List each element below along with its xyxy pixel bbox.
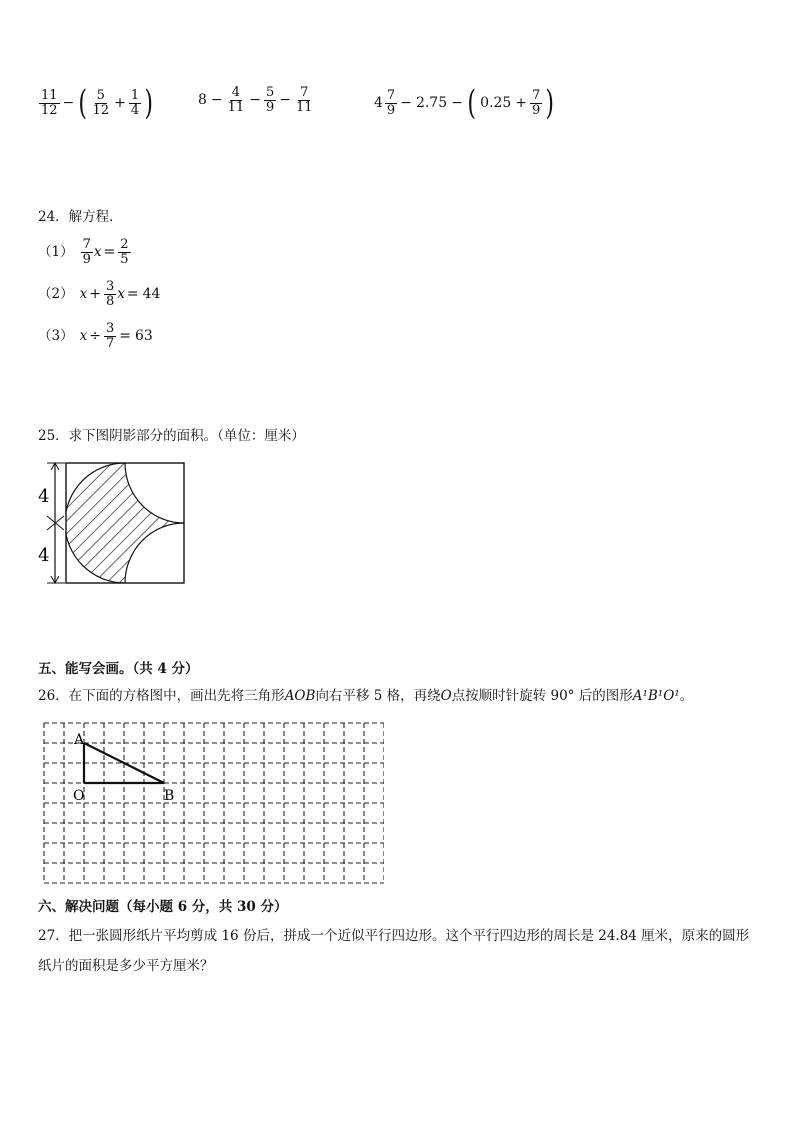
left-paren: ( bbox=[467, 83, 476, 123]
equation-2 bbox=[38, 280, 162, 308]
equation-label: （3） bbox=[38, 328, 74, 345]
shaded-area-figure bbox=[38, 460, 190, 588]
fraction: $\frac{4}{11}$ bbox=[227, 85, 245, 115]
expression-3 bbox=[374, 83, 557, 123]
operator: = bbox=[119, 327, 131, 344]
label-o: O bbox=[73, 788, 85, 804]
question-24-title: 24．解方程． bbox=[38, 209, 123, 225]
variable: x bbox=[79, 328, 88, 345]
label-a: A bbox=[74, 732, 85, 748]
fraction: $\frac{5}{12}$ bbox=[92, 87, 110, 118]
fraction: $\frac{3}{8}$ bbox=[105, 279, 115, 309]
equation-label: （2） bbox=[38, 286, 74, 303]
decimal-number: 0.25 bbox=[480, 94, 512, 111]
operator: + bbox=[114, 94, 126, 111]
dimension-label-top: 4 bbox=[38, 486, 50, 507]
fraction: $\frac{2}{5}$ bbox=[120, 237, 129, 267]
variable: x bbox=[117, 286, 125, 303]
operator: − bbox=[451, 94, 463, 111]
mixed-whole: 4 bbox=[374, 94, 383, 111]
variable: x bbox=[79, 286, 88, 303]
expression-1 bbox=[38, 83, 155, 123]
fraction: $\frac{1}{4}$ bbox=[130, 87, 140, 118]
grid-figure bbox=[40, 720, 384, 888]
fraction: $\frac{7}{9}$ bbox=[532, 87, 541, 118]
operator: = bbox=[103, 243, 116, 260]
operator: − bbox=[279, 91, 291, 108]
operator: − bbox=[400, 94, 412, 111]
equation-3 bbox=[38, 322, 155, 350]
expression-2 bbox=[196, 86, 316, 114]
question-27-line-2: 纸片的面积是多少平方厘米？ bbox=[38, 958, 214, 974]
fraction: $\frac{7}{9}$ bbox=[386, 87, 396, 118]
operator: ÷ bbox=[89, 327, 101, 344]
section-6-title: 六、解决问题（每小题 6 分，共 30 分） bbox=[38, 899, 288, 915]
operator: + bbox=[89, 285, 101, 302]
section-5-title: 五、能写会画。（共 4 分） bbox=[38, 661, 199, 677]
left-paren: ( bbox=[78, 83, 88, 123]
right-paren: ) bbox=[545, 83, 555, 123]
leading-number: 8 bbox=[198, 91, 207, 108]
right-paren: ) bbox=[144, 83, 154, 123]
fraction: $\frac{7}{9}$ bbox=[82, 237, 91, 267]
decimal-number: 2.75 bbox=[415, 94, 448, 111]
operator: = bbox=[126, 285, 139, 302]
equation-label: （1） bbox=[38, 244, 74, 261]
variable: x bbox=[93, 244, 102, 261]
equation-1 bbox=[38, 238, 132, 266]
question-25-title: 25．求下图阴影部分的面积。（单位：厘米） bbox=[38, 428, 305, 444]
fraction: $\frac{11}{12}$ bbox=[41, 87, 58, 118]
dimension-label-bottom: 4 bbox=[38, 545, 50, 566]
question-27-line-1: 27．把一张圆形纸片平均剪成 16 份后，拼成一个近似平行四边形。这个平行四边形的周长是 24.84 厘米，原来的圆形 bbox=[38, 928, 750, 944]
operator: − bbox=[249, 91, 261, 108]
rhs-number: 44 bbox=[142, 285, 161, 302]
operator: − bbox=[62, 94, 75, 111]
operator: − bbox=[210, 91, 223, 108]
label-b: B bbox=[164, 788, 175, 804]
fraction: $\frac{5}{9}$ bbox=[265, 85, 275, 115]
rhs-number: 63 bbox=[134, 327, 153, 344]
operator: + bbox=[515, 94, 528, 111]
fraction: $\frac{7}{11}$ bbox=[295, 85, 313, 115]
fraction: $\frac{3}{7}$ bbox=[105, 321, 115, 351]
question-26-text: 26．在下面的方格图中，画出先将三角形AOB向右平移 5 格，再绕O点按顺时针旋转 90° 后的图形A¹B¹O¹。 bbox=[38, 688, 694, 704]
